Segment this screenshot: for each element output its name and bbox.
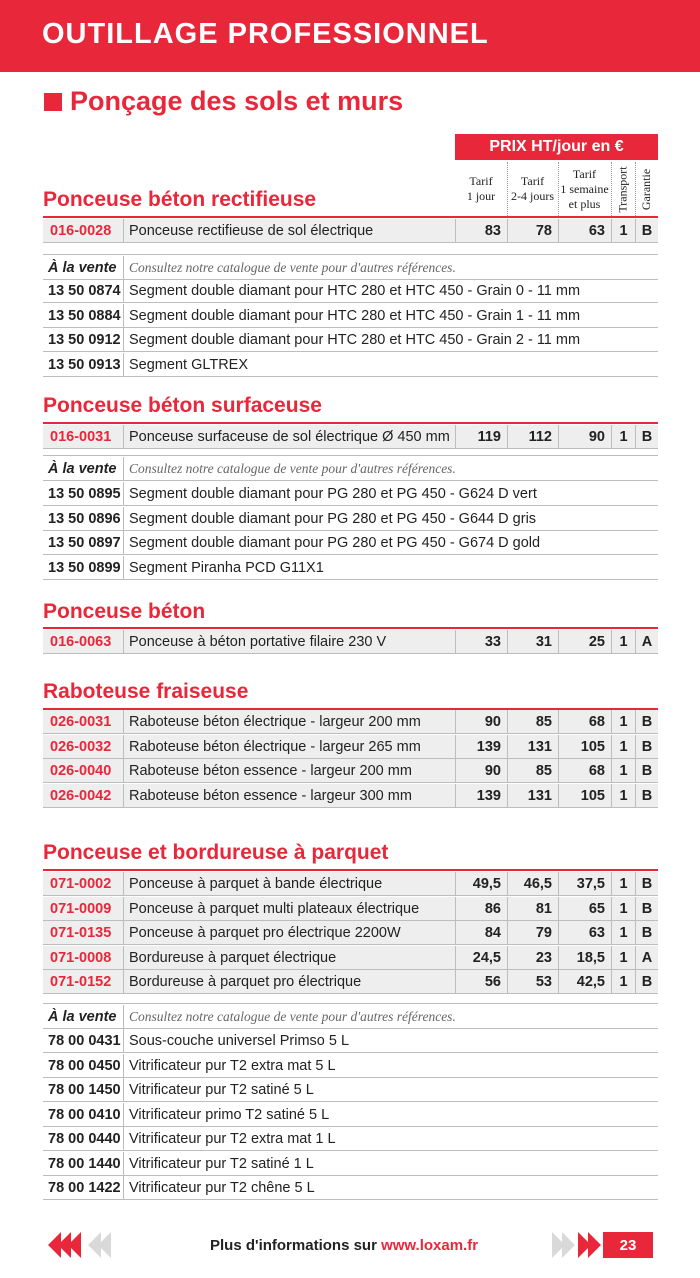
note-divider: [43, 1003, 658, 1004]
sale-row[interactable]: [43, 556, 658, 580]
rental-ref: 071-0008: [50, 949, 112, 966]
rental-row[interactable]: [43, 784, 658, 808]
transport-code: 1: [611, 710, 635, 734]
garantie-code: A: [635, 630, 658, 654]
price-2-4-days: 131: [507, 735, 558, 759]
section-title: Ponceuse béton surfaceuse: [43, 394, 322, 417]
rental-row[interactable]: [43, 897, 658, 921]
sale-description: Segment double diamant pour HTC 280 et HTC 450 - Grain 1 - 11 mm: [123, 304, 658, 328]
sale-ref: 78 00 0410: [48, 1106, 121, 1123]
price-header: PRIX HT/jour en €: [455, 134, 658, 160]
rental-description: Raboteuse béton électrique - largeur 265 mm: [123, 735, 455, 759]
sale-ref: 13 50 0896: [48, 510, 121, 527]
header-title: OUTILLAGE PROFESSIONNEL: [42, 18, 489, 50]
sale-description: Segment double diamant pour HTC 280 et HTC 450 - Grain 0 - 11 mm: [123, 279, 658, 303]
price-1-day: 49,5: [455, 872, 507, 896]
price-2-4-days: 131: [507, 784, 558, 808]
garantie-code: B: [635, 784, 658, 808]
sale-note-row: [43, 1005, 658, 1029]
transport-code: 1: [611, 784, 635, 808]
sale-row[interactable]: [43, 1103, 658, 1127]
sale-description: Segment double diamant pour HTC 280 et HTC 450 - Grain 2 - 11 mm: [123, 328, 658, 352]
sale-row[interactable]: [43, 1029, 658, 1053]
page-title-text: Ponçage des sols et murs: [70, 86, 404, 116]
rental-ref: 016-0031: [50, 429, 112, 445]
sale-ref: 78 00 0440: [48, 1131, 121, 1147]
price-1-day: 119: [455, 425, 507, 449]
garantie-code: B: [635, 425, 658, 449]
sale-row[interactable]: [43, 353, 658, 377]
garantie-code: B: [635, 872, 658, 896]
price-1-week: 105: [558, 784, 611, 808]
garantie-code: B: [635, 759, 658, 783]
section-divider: [43, 869, 658, 871]
price-column-headers: [455, 162, 658, 216]
sale-row[interactable]: [43, 1176, 658, 1200]
price-2-4-days: 31: [507, 630, 558, 654]
sale-ref: 13 50 0884: [48, 307, 121, 324]
rental-row[interactable]: [43, 219, 658, 243]
price-2-4-days: 112: [507, 425, 558, 449]
transport-code: 1: [611, 872, 635, 896]
price-2-4-days: 23: [507, 946, 558, 970]
section-title: Ponceuse et bordureuse à parquet: [43, 841, 389, 864]
col-header-garantie: [635, 162, 658, 216]
section-title: Ponceuse béton: [43, 600, 206, 623]
rental-description: Ponceuse à parquet pro électrique 2200W: [123, 921, 455, 945]
sale-row[interactable]: [43, 1054, 658, 1078]
sale-row[interactable]: [43, 279, 658, 303]
rental-description: Ponceuse à parquet à bande électrique: [123, 872, 455, 896]
chevron-right-icon: [562, 1232, 575, 1258]
transport-code: 1: [611, 970, 635, 994]
square-bullet-icon: [44, 93, 62, 111]
chevron-left-icon: [98, 1232, 111, 1258]
garantie-code: A: [635, 946, 658, 970]
transport-code: 1: [611, 946, 635, 970]
garantie-code: B: [635, 897, 658, 921]
price-1-week: 63: [558, 921, 611, 945]
section-title: Ponceuse béton rectifieuse: [43, 188, 317, 211]
sale-row[interactable]: [43, 482, 658, 506]
price-1-day: 90: [455, 759, 507, 783]
price-2-4-days: 81: [507, 897, 558, 921]
sale-ref: 78 00 1450: [48, 1082, 121, 1098]
note-divider: [43, 254, 658, 255]
price-1-week: 42,5: [558, 970, 611, 994]
sale-ref: 13 50 0874: [48, 283, 121, 299]
more-info: [210, 1237, 478, 1254]
col-header-tarif-1: Tarif 1 jour: [466, 174, 496, 203]
transport-code: 1: [611, 425, 635, 449]
sale-description: Segment double diamant pour PG 280 et PG 450 - G644 D gris: [123, 507, 658, 531]
price-1-day: 86: [455, 897, 507, 921]
rental-ref: 071-0002: [50, 876, 112, 892]
page-footer: [0, 1228, 700, 1262]
sale-row[interactable]: [43, 328, 658, 352]
sale-description: Vitrificateur pur T2 extra mat 1 L: [123, 1127, 658, 1151]
transport-code: 1: [611, 219, 635, 243]
col-header-tarif-2: Tarif 2-4 jours: [511, 174, 554, 203]
rental-ref: 071-0152: [50, 974, 112, 990]
sale-description: Segment Piranha PCD G11X1: [123, 556, 658, 580]
col-header-garantie-label: Garantie: [639, 168, 653, 210]
rental-description: Ponceuse à béton portative filaire 230 V: [123, 630, 455, 654]
section-title: Raboteuse fraiseuse: [43, 680, 249, 703]
rental-ref: 026-0040: [50, 763, 112, 779]
page-title: [44, 86, 403, 117]
price-2-4-days: 79: [507, 921, 558, 945]
garantie-code: B: [635, 710, 658, 734]
price-1-day: 83: [455, 219, 507, 243]
price-1-week: 90: [558, 425, 611, 449]
rental-description: Raboteuse béton essence - largeur 300 mm: [123, 784, 455, 808]
sale-description: Vitrificateur primo T2 satiné 5 L: [123, 1103, 658, 1127]
price-2-4-days: 85: [507, 710, 558, 734]
sale-ref: 13 50 0899: [48, 559, 121, 576]
rental-ref: 026-0042: [50, 787, 112, 804]
sale-ref: 13 50 0895: [48, 486, 121, 502]
rental-ref: 016-0028: [50, 223, 112, 239]
price-2-4-days: 53: [507, 970, 558, 994]
sale-note-text: Consultez notre catalogue de vente pour d'autres références.: [123, 457, 658, 481]
rental-ref: 026-0031: [50, 714, 112, 730]
sale-note-label: À la vente: [48, 260, 117, 276]
sale-ref: 13 50 0897: [48, 535, 121, 551]
chevron-left-icon: [68, 1232, 81, 1258]
section-divider: [43, 422, 658, 424]
rental-row[interactable]: [43, 710, 658, 734]
rental-ref: 026-0032: [50, 738, 112, 755]
sale-row[interactable]: [43, 1078, 658, 1102]
section-divider: [43, 216, 658, 218]
price-1-day: 139: [455, 735, 507, 759]
page-header: [0, 0, 700, 72]
rental-row[interactable]: [43, 946, 658, 970]
sale-description: Segment double diamant pour PG 280 et PG 450 - G624 D vert: [123, 482, 658, 506]
rental-description: Bordureuse à parquet pro électrique: [123, 970, 455, 994]
sale-ref: 78 00 0431: [48, 1033, 121, 1049]
chevron-right-icon: [588, 1232, 601, 1258]
price-1-week: 37,5: [558, 872, 611, 896]
price-1-week: 18,5: [558, 946, 611, 970]
sale-description: Segment double diamant pour PG 280 et PG 450 - G674 D gold: [123, 531, 658, 555]
garantie-code: B: [635, 219, 658, 243]
page-number: 23: [603, 1232, 653, 1258]
sale-note-text: Consultez notre catalogue de vente pour d'autres références.: [123, 256, 658, 280]
sale-row[interactable]: [43, 1152, 658, 1176]
rental-description: Ponceuse à parquet multi plateaux électrique: [123, 897, 455, 921]
price-1-day: 84: [455, 921, 507, 945]
sale-note-label: À la vente: [48, 461, 117, 477]
col-header-transport: [611, 162, 635, 216]
price-1-week: 63: [558, 219, 611, 243]
price-2-4-days: 85: [507, 759, 558, 783]
garantie-code: B: [635, 921, 658, 945]
price-1-week: 65: [558, 897, 611, 921]
sale-ref: 78 00 1440: [48, 1155, 121, 1172]
sale-ref: 13 50 0912: [48, 332, 121, 348]
sale-description: Vitrificateur pur T2 chêne 5 L: [123, 1176, 658, 1200]
sale-description: Segment GLTREX: [123, 353, 658, 377]
price-1-day: 139: [455, 784, 507, 808]
garantie-code: B: [635, 970, 658, 994]
rental-ref: 016-0063: [50, 634, 112, 650]
col-header-transport-label: Transport: [615, 165, 630, 213]
rental-row[interactable]: [43, 970, 658, 994]
sale-row[interactable]: [43, 304, 658, 328]
price-1-week: 68: [558, 710, 611, 734]
sale-note-text: Consultez notre catalogue de vente pour d'autres références.: [123, 1005, 658, 1029]
rental-description: Raboteuse béton essence - largeur 200 mm: [123, 759, 455, 783]
sale-ref: 78 00 1422: [48, 1180, 121, 1196]
price-2-4-days: 78: [507, 219, 558, 243]
sale-row[interactable]: [43, 1127, 658, 1151]
price-2-4-days: 46,5: [507, 872, 558, 896]
rental-description: Bordureuse à parquet électrique: [123, 946, 455, 970]
price-1-week: 68: [558, 759, 611, 783]
sale-description: Vitrificateur pur T2 extra mat 5 L: [123, 1054, 658, 1078]
sale-ref: 78 00 0450: [48, 1057, 121, 1074]
sale-row[interactable]: [43, 507, 658, 531]
section-divider: [43, 627, 658, 629]
more-info-text: Plus d'informations sur: [210, 1237, 382, 1254]
price-1-week: 25: [558, 630, 611, 654]
rental-row[interactable]: [43, 425, 658, 449]
rental-row[interactable]: [43, 921, 658, 945]
transport-code: 1: [611, 735, 635, 759]
price-1-week: 105: [558, 735, 611, 759]
price-1-day: 24,5: [455, 946, 507, 970]
rental-description: Raboteuse béton électrique - largeur 200 mm: [123, 710, 455, 734]
sale-note-row: [43, 457, 658, 481]
sale-description: Sous-couche universel Primso 5 L: [123, 1029, 658, 1053]
sale-description: Vitrificateur pur T2 satiné 5 L: [123, 1078, 658, 1102]
transport-code: 1: [611, 897, 635, 921]
price-1-day: 56: [455, 970, 507, 994]
rental-row[interactable]: [43, 735, 658, 759]
price-1-day: 33: [455, 630, 507, 654]
rental-ref: 071-0135: [50, 925, 112, 941]
website-link[interactable]: www.loxam.fr: [381, 1237, 479, 1254]
sale-row[interactable]: [43, 531, 658, 555]
rental-description: Ponceuse rectifieuse de sol électrique: [123, 219, 455, 243]
garantie-code: B: [635, 735, 658, 759]
rental-ref: 071-0009: [50, 900, 112, 917]
transport-code: 1: [611, 921, 635, 945]
col-header-tarif-3: Tarif 1 semaine et plus: [560, 166, 609, 211]
transport-code: 1: [611, 630, 635, 654]
note-divider: [43, 455, 658, 456]
price-1-day: 90: [455, 710, 507, 734]
sale-note-row: [43, 256, 658, 280]
sale-description: Vitrificateur pur T2 satiné 1 L: [123, 1152, 658, 1176]
rental-description: Ponceuse surfaceuse de sol électrique Ø 450 mm: [123, 425, 455, 449]
rental-row[interactable]: [43, 630, 658, 654]
rental-row[interactable]: [43, 872, 658, 896]
sale-ref: 13 50 0913: [48, 356, 121, 373]
rental-row[interactable]: [43, 759, 658, 783]
sale-note-label: À la vente: [48, 1009, 117, 1025]
transport-code: 1: [611, 759, 635, 783]
